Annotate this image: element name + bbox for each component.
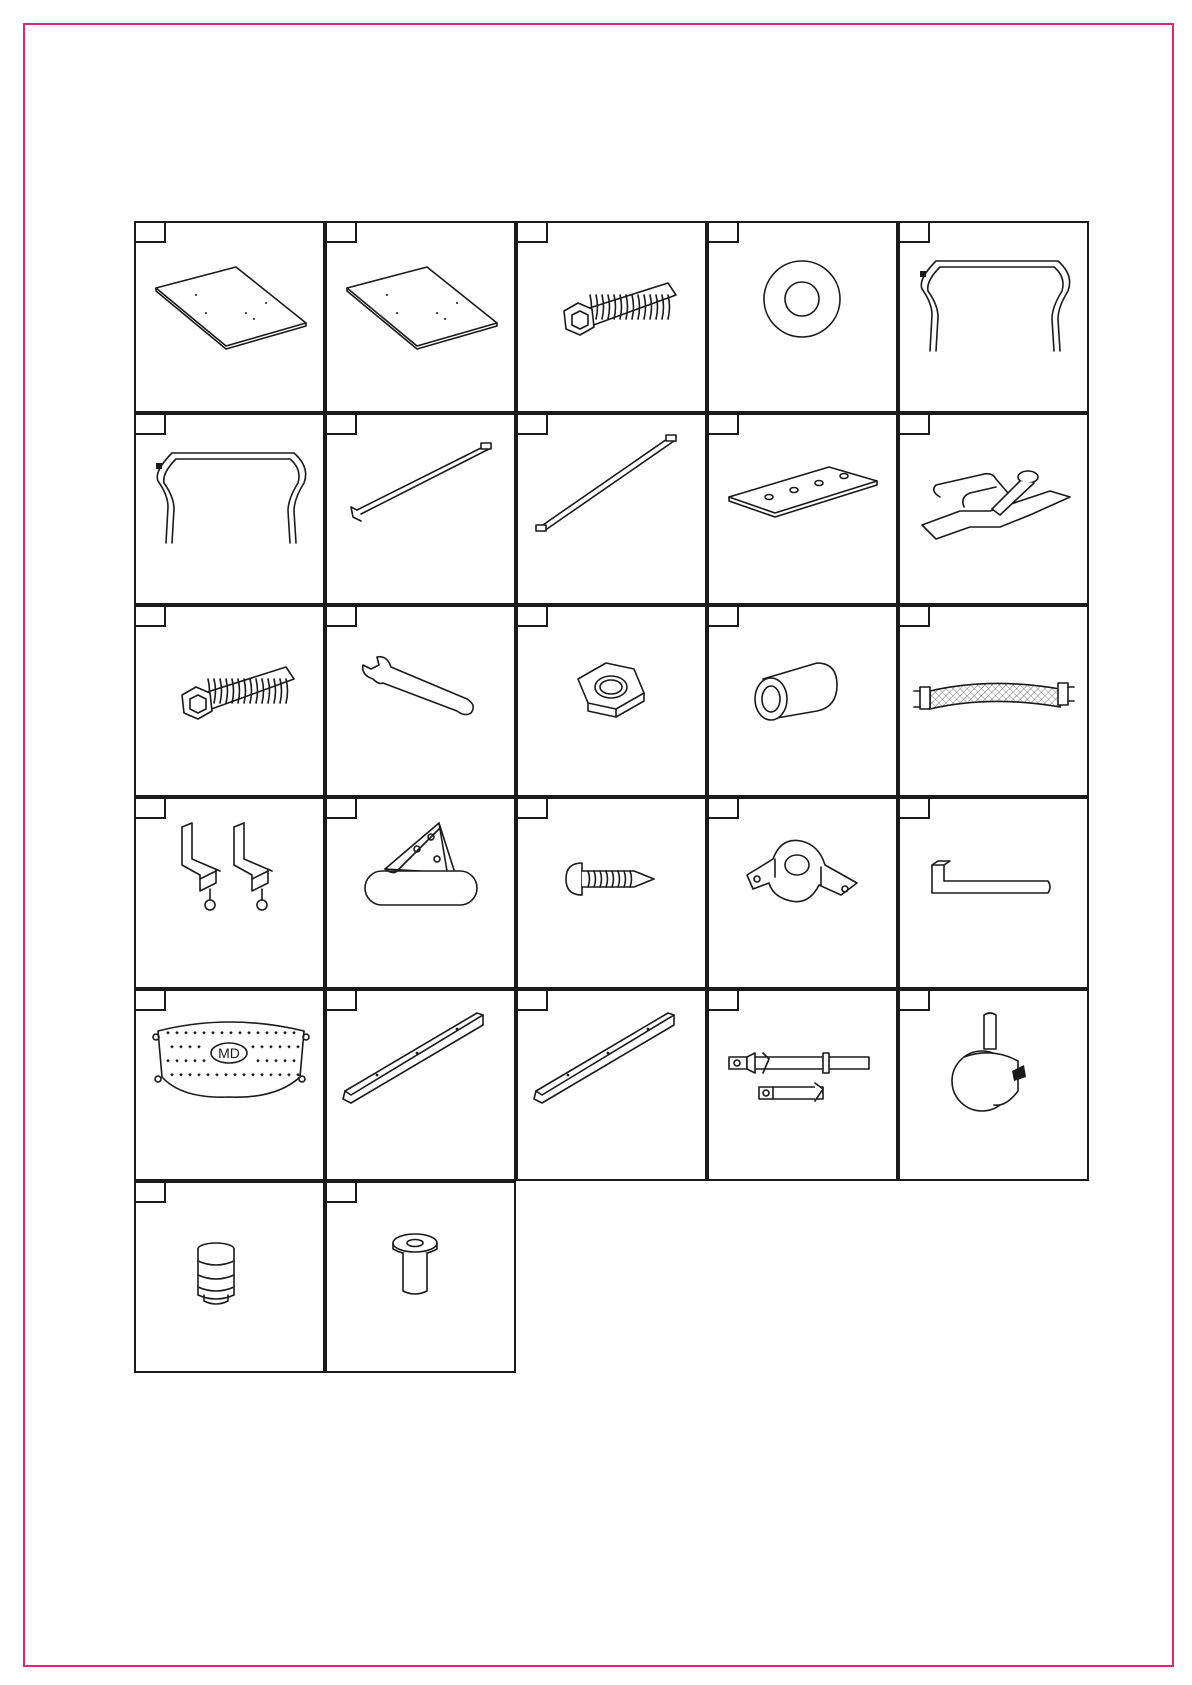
part-cell — [325, 989, 516, 1181]
part-cell — [898, 989, 1089, 1181]
part-cell — [134, 797, 325, 989]
part-cell — [325, 797, 516, 989]
part-cell — [134, 413, 325, 605]
part-cell — [707, 413, 898, 605]
part-cell — [707, 605, 898, 797]
part-cell — [325, 1181, 516, 1373]
svg-text:MD: MD — [218, 1045, 240, 1061]
part-cell — [325, 413, 516, 605]
part-cell — [134, 1181, 325, 1373]
part-cell — [516, 221, 707, 413]
part-cell — [707, 221, 898, 413]
part-cell — [707, 797, 898, 989]
part-cell — [325, 605, 516, 797]
part-cell — [516, 413, 707, 605]
part-cell — [134, 989, 325, 1181]
part-cell — [516, 605, 707, 797]
part-cell — [898, 605, 1089, 797]
part-cell — [134, 221, 325, 413]
part-cell — [898, 413, 1089, 605]
part-cell — [134, 605, 325, 797]
part-cell — [898, 221, 1089, 413]
part-cell — [516, 797, 707, 989]
part-cell — [325, 221, 516, 413]
part-cell — [707, 989, 898, 1181]
part-cell — [898, 797, 1089, 989]
part-cell — [516, 989, 707, 1181]
